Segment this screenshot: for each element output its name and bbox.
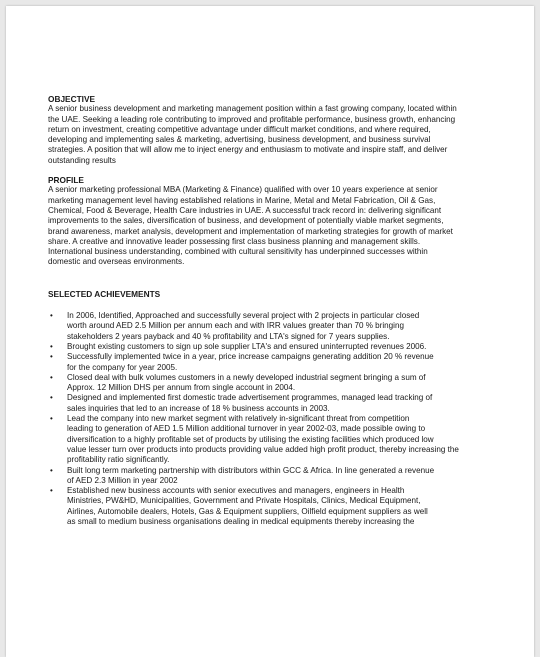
achievement-line: as small to medium business organisations dealing in medical equipments thereby increasing the: [67, 516, 415, 526]
achievement-item: [48, 373, 484, 394]
bullet-icon: •: [50, 393, 53, 403]
profile-line: share. A creative and innovative leader possessing first class business planning and management skills.: [48, 236, 421, 246]
objective-heading: OBJECTIVE: [48, 94, 96, 104]
achievement-line: of AED 2.3 Million in year 2002: [67, 475, 178, 485]
profile-line: domestic and overseas environments.: [48, 257, 185, 267]
section-spacer: [48, 277, 484, 289]
profile-heading: PROFILE: [48, 175, 84, 186]
achievement-line: stakeholders 2 years payback and 40 % profitability and LTA's signed for 7 years supplies.: [67, 331, 390, 341]
achievement-item: [48, 352, 484, 373]
bullet-icon: •: [50, 486, 53, 496]
resume-content: [48, 94, 484, 527]
objective-line: strategies. A position that will allow me to inject energy and enthusiasm to motivate and inspire staff, and deliver: [48, 145, 448, 155]
achievement-line: Lead the company into new market segment with relatively in-significant threat from competition: [67, 414, 410, 424]
achievement-line: Ministries, PW&HD, Municipalities, Government and Private Hospitals, Clinics, Medical Equipment,: [67, 496, 421, 506]
achievement-line: Airlines, Automobile dealers, Hotels, Gas & Equipment suppliers, Oilfield equipment suppliers as well: [67, 506, 428, 516]
bullet-icon: •: [50, 341, 53, 351]
achievement-line: leading to generation of AED 1.5 Million additional turnover in year 2002-03, made possible owing to: [67, 424, 426, 434]
objective-line: the UAE. Seeking a leading role contributing to improved and profitable performance, business growth, enhancing: [48, 114, 456, 124]
achievement-line: sales inquiries that led to an increase of 18 % business accounts in 2003.: [67, 403, 330, 413]
achievement-line: Brought existing customers to sign up sole supplier LTA's and ensured uninterrupted revenues 2006.: [67, 341, 427, 351]
achievement-line: profitability ratio significantly.: [67, 455, 170, 465]
objective-line: return on investment, creating competitive advantage under difficult market conditions, and where required,: [48, 124, 431, 134]
achievements-section: [48, 289, 484, 528]
achievement-item: [48, 466, 484, 487]
achievement-line: diversification to a highly profitable set of products by utilising the existing facilities which produced low: [67, 434, 434, 444]
achievement-line: for the company for year 2005.: [67, 362, 178, 372]
achievement-line: In 2006, Identified, Approached and successfully several project with 2 projects in particular closed: [67, 311, 420, 321]
objective-line: outstanding results: [48, 155, 116, 165]
bullet-icon: •: [50, 311, 53, 321]
objective-line: A senior business development and marketing management position within a fast growing company, located within: [48, 104, 457, 114]
bullet-icon: •: [50, 352, 53, 362]
profile-line: A senior marketing professional MBA (Marketing & Finance) qualified with over 10 years experience at senior: [48, 185, 438, 195]
bullet-icon: •: [50, 465, 53, 475]
achievement-line: Approx. 12 Million DHS per annum from single account in 2004.: [67, 383, 296, 393]
achievement-item: [48, 486, 484, 527]
achievement-line: Successfully implemented twice in a year, price increase campaigns generating addition 20 % revenue: [67, 352, 434, 362]
objective-line: developing and implementing sales & marketing, advertising, business development, and business survival: [48, 135, 431, 145]
profile-line: marketing management level having established relations in Marine, Metal and Metal Fabrication, Oil & Gas,: [48, 195, 436, 205]
resume-page: [6, 6, 534, 657]
profile-line: improvements to the sales, diversification of business, and development of potentially viable market segments,: [48, 216, 444, 226]
objective-section: [48, 94, 484, 166]
profile-body: [48, 185, 484, 267]
achievement-line: value lesser turn over products into products providing value added high profit product, thereby increasing the: [67, 444, 459, 454]
achievement-item: [48, 414, 484, 465]
achievement-line: Established new business accounts with senior executives and managers, engineers in Health: [67, 486, 405, 496]
profile-line: brand awareness, market analysis, development and implementation of marketing strategies for growth of market: [48, 226, 453, 236]
achievements-list: [48, 311, 484, 527]
achievement-line: Built long term marketing partnership with distributors within GCC & Africa. In line generated a revenue: [67, 465, 435, 475]
profile-line: Chemical, Food & Beverage, Health Care industries in UAE. A successful track record in: delivering significant: [48, 205, 442, 215]
achievement-line: Designed and implemented first domestic trade advertisement programmes, managed lead tracking of: [67, 393, 433, 403]
bullet-icon: •: [50, 414, 53, 424]
objective-body: [48, 104, 484, 166]
bullet-icon: •: [50, 372, 53, 382]
achievement-line: worth around AED 2.5 Million per annum each and with IRR values greater than 70 % bringing: [67, 321, 404, 331]
profile-section: [48, 175, 484, 268]
achievement-item: [48, 342, 484, 352]
profile-line: International business understanding, combined with cultural sensitivity has underpinned successes within: [48, 247, 428, 257]
achievement-line: Closed deal with bulk volumes customers in a newly developed industrial segment bringing a sum of: [67, 372, 426, 382]
achievement-item: [48, 311, 484, 342]
achievement-item: [48, 393, 484, 414]
achievements-heading: SELECTED ACHIEVEMENTS: [48, 288, 161, 299]
